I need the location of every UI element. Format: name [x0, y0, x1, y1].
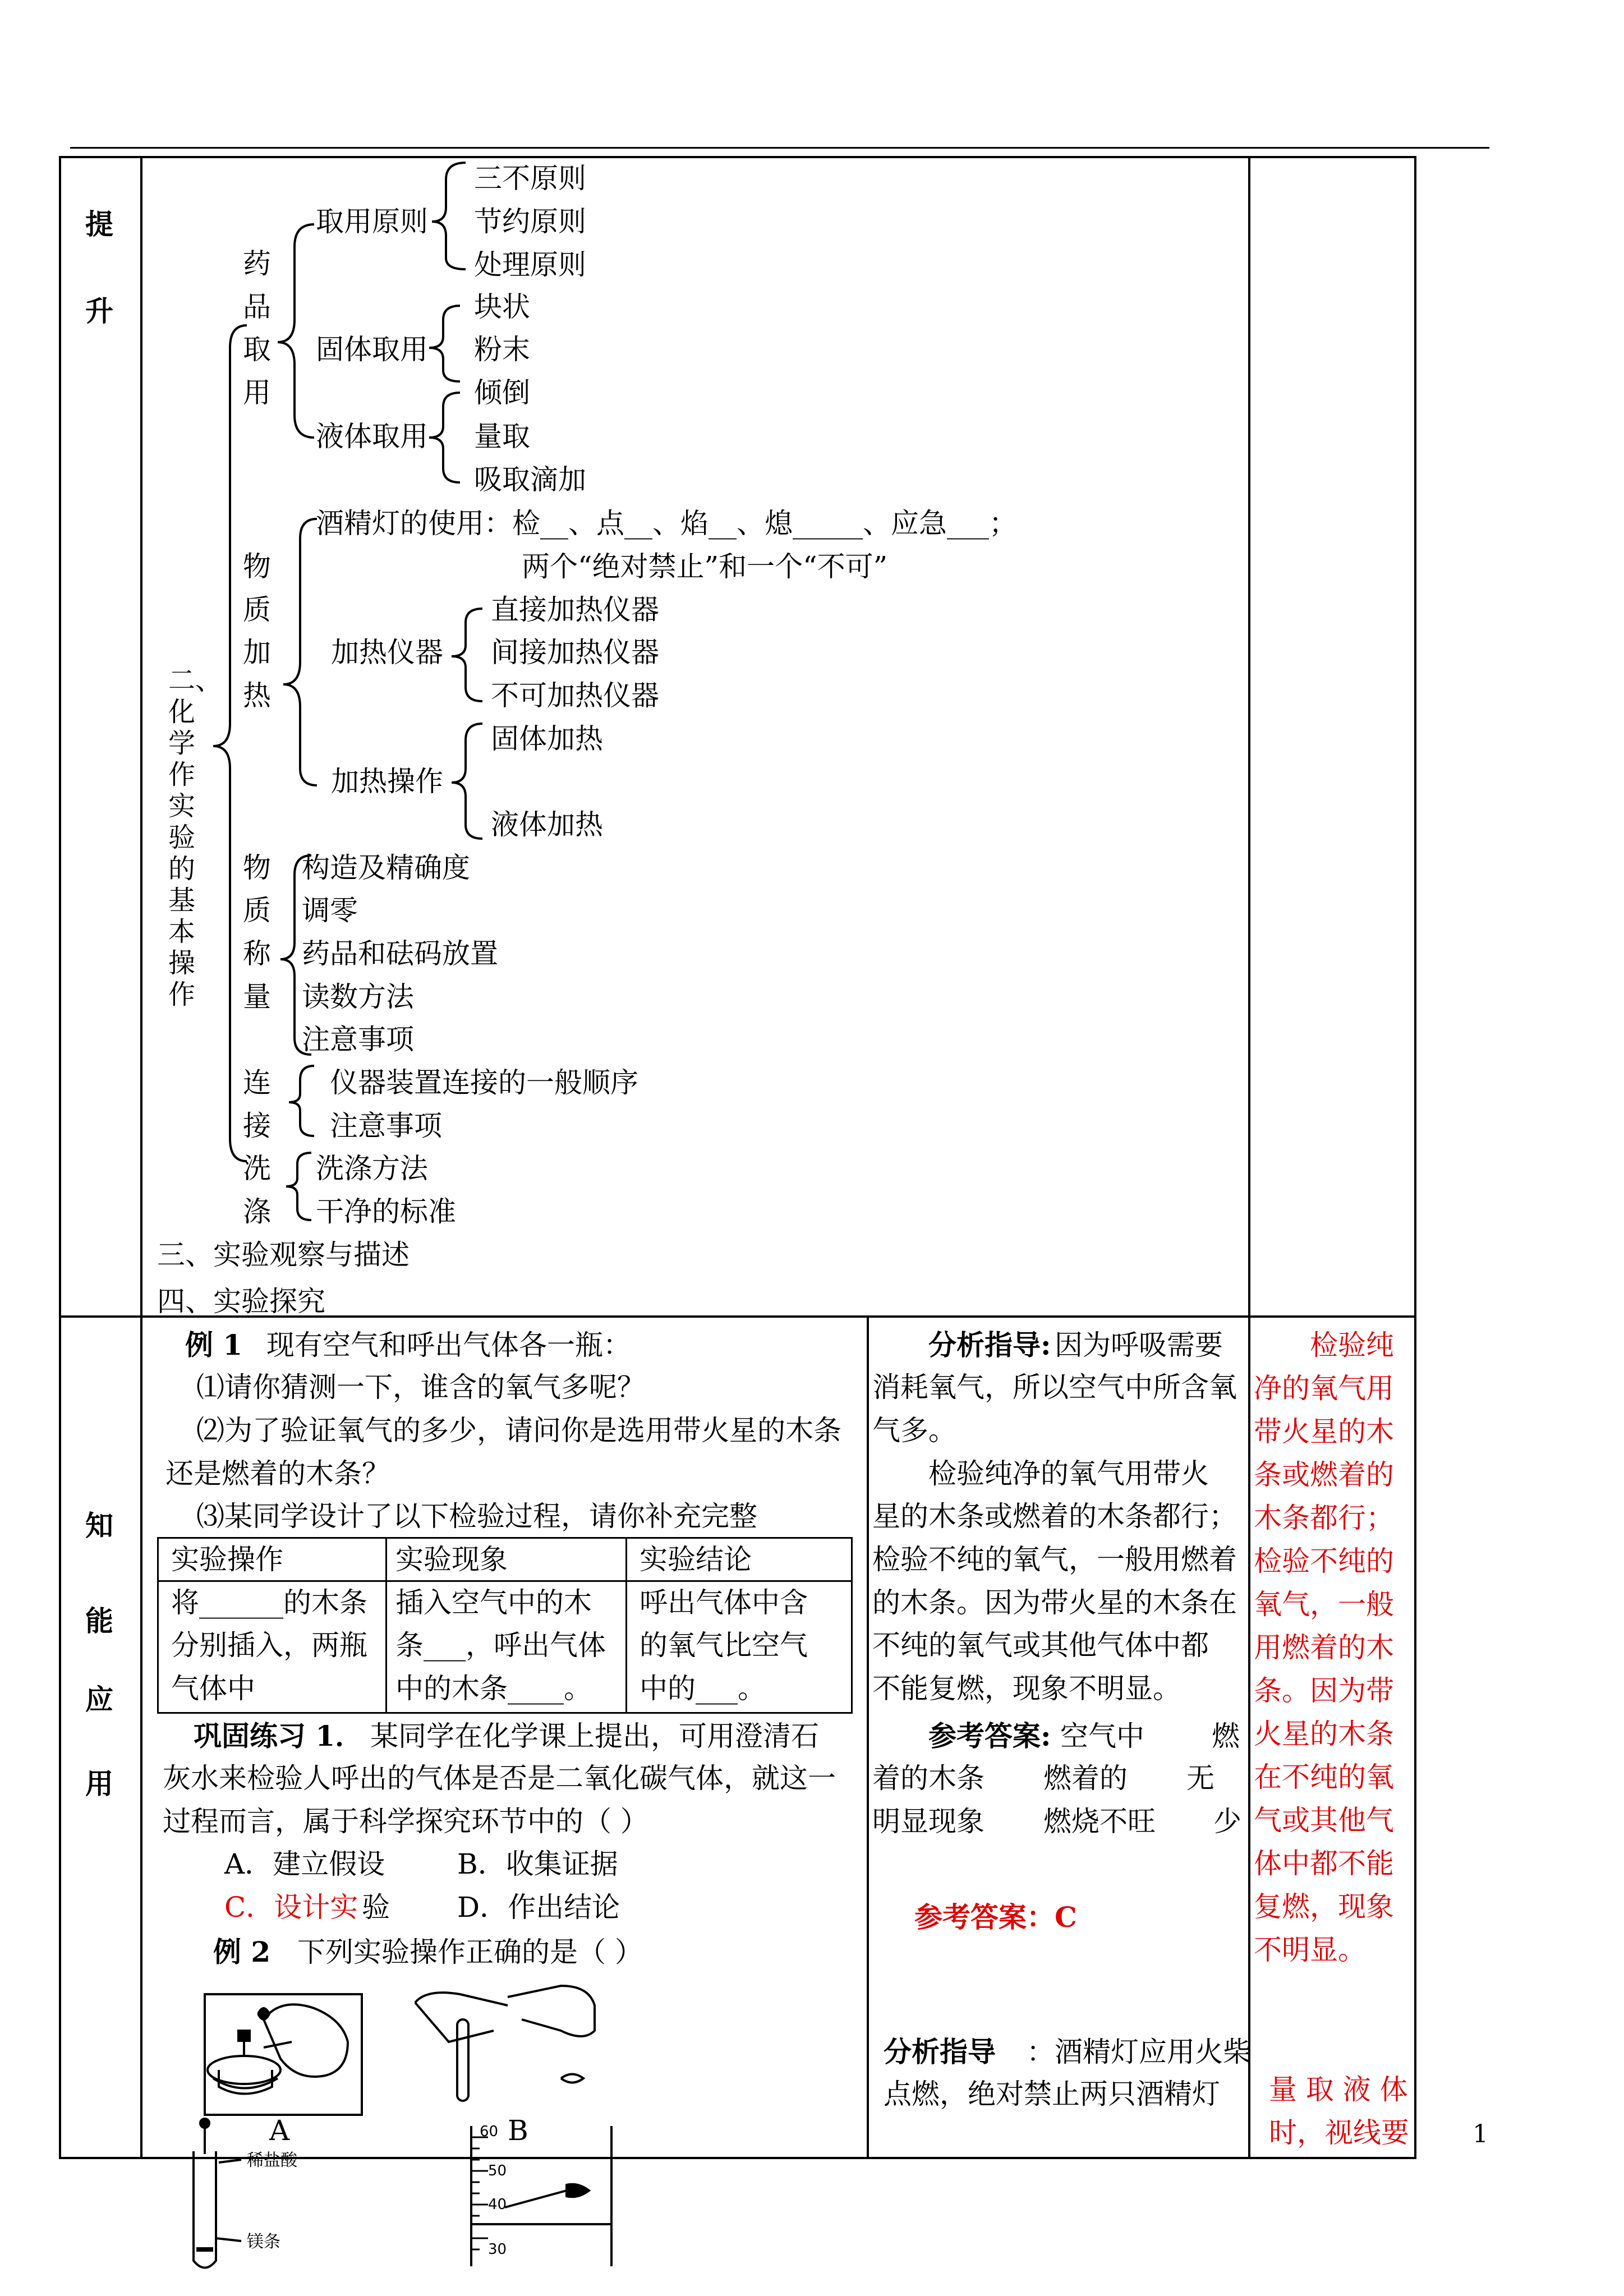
xidi-label-0: 洗: [243, 1152, 271, 1185]
table-cell-op-1: 分别插入，两瓶: [171, 1629, 367, 1662]
note-line-8: 条。因为带: [1254, 1674, 1394, 1707]
ex2-text: 下列实验操作正确的是（ ）: [297, 1936, 643, 1968]
analysis1-line-6: 的木条。因为带火星的木条在: [872, 1586, 1237, 1619]
ex1-q2b: 还是燃着的木条？: [165, 1457, 390, 1490]
ex1-head: 例 1: [185, 1328, 243, 1361]
side-label-sheng: 升: [85, 295, 113, 328]
option-b: B．收集证据: [457, 1848, 618, 1880]
note-line-0: 检验纯: [1310, 1329, 1394, 1361]
outline-root-label: 二、化学作实验的基本操作: [168, 665, 223, 1010]
note-line-10: 在不纯的氧: [1254, 1761, 1394, 1793]
yiqi-item-2: 不可加热仪器: [491, 679, 659, 712]
quyong-item-1: 节约原则: [474, 205, 586, 238]
answer1-item-3: 燃着的: [1043, 1762, 1128, 1795]
table-cell-op-2: 气体中: [171, 1672, 255, 1705]
yiqi-item-1: 间接加热仪器: [491, 636, 659, 669]
chengliang-item-4: 注意事项: [302, 1023, 414, 1056]
lianjie-item-0: 仪器装置连接的一般顺序: [330, 1066, 638, 1099]
outline-san: 三、实验观察与描述: [157, 1239, 410, 1271]
practice-line-0: 某同学在化学课上提出，可用澄清石: [370, 1720, 819, 1752]
ex1-text: 现有空气和呼出气体各一瓶：: [266, 1329, 631, 1361]
chengliang-label-3: 量: [243, 981, 271, 1013]
note-line-7: 用燃着的木: [1254, 1631, 1394, 1664]
figure-c-mg-label: 镁条: [247, 2232, 280, 2252]
jiare-label-3: 热: [243, 679, 271, 712]
practice-head: 巩固练习 1．: [194, 1719, 364, 1752]
note-line-13: 复燃，现象: [1254, 1890, 1394, 1923]
answer1-item-6: 燃烧不旺: [1043, 1805, 1156, 1838]
lianjie-label-1: 接: [243, 1110, 271, 1142]
chengliang-label-1: 质: [243, 894, 271, 927]
note-line-2: 带火星的木: [1254, 1415, 1394, 1448]
ex1-q1: ⑴请你猜测一下，谁含的氧气多呢？: [196, 1371, 645, 1404]
answer1-item-1: 燃: [1212, 1720, 1240, 1752]
ex1-q3: ⑶某同学设计了以下检验过程，请你补充完整: [196, 1500, 757, 1533]
jiare-label-1: 质: [243, 593, 271, 626]
note-line-4: 木条都行；: [1254, 1502, 1394, 1534]
yaopin-label-1: 品: [243, 291, 271, 323]
analysis2-line-0: ：酒精灯应用火柴: [1027, 2036, 1251, 2068]
figure-d-tick-60: 60: [480, 2123, 499, 2140]
jiare-label-2: 加: [243, 636, 271, 669]
answer2: 参考答案：C: [914, 1901, 1077, 1934]
analysis2-head: 分析指导: [884, 2035, 996, 2068]
caozuo-item-1: 液体加热: [491, 808, 603, 841]
lianjie-item-1: 注意事项: [330, 1110, 442, 1142]
guti-item-0: 块状: [474, 291, 530, 323]
yeti-item-1: 量取: [474, 420, 530, 453]
note-line-1: 净的氧气用: [1254, 1372, 1394, 1405]
analysis1-line-7: 不纯的氧气或其他气体中都: [872, 1629, 1209, 1662]
note-line-12: 体中都不能: [1254, 1847, 1394, 1880]
yeti-quyong: 液体取用: [316, 420, 428, 453]
note2-line-1: 时，视线要: [1269, 2116, 1409, 2149]
chengliang-item-2: 药品和砝码放置: [302, 937, 498, 970]
chengliang-label-2: 称: [243, 937, 271, 970]
figure-b-label: B: [508, 2114, 528, 2147]
table-cell-co-1: 的氧气比空气: [640, 1629, 808, 1662]
analysis1-line-2: 气多。: [872, 1414, 956, 1447]
side-label-ying: 应: [85, 1683, 113, 1716]
yaopin-label-2: 取: [243, 333, 271, 366]
lamp-prohibit-line: 两个“绝对禁止”和一个“不可”: [522, 550, 888, 583]
side-label-neng: 能: [85, 1605, 113, 1637]
table-header-operation: 实验操作: [171, 1543, 283, 1576]
figure-d-tick-30: 30: [488, 2241, 507, 2258]
analysis1-line-5: 检验不纯的氧气，一般用燃着: [872, 1543, 1237, 1576]
practice-line-1: 灰水来检验人呼出的气体是否是二氧化碳气体，就这一: [163, 1762, 836, 1795]
table-cell-ph-2: 中的木条____。: [395, 1672, 592, 1705]
answer1-head: 参考答案:: [928, 1719, 1051, 1752]
lamp-usage-line: 酒精灯的使用：检__、点__、焰__、熄_____、应急___；: [316, 507, 1017, 540]
option-d: D．作出结论: [457, 1891, 620, 1924]
figure-c-acid-label: 稀盐酸: [247, 2151, 297, 2170]
note2-line-0: 量 取 液 体: [1269, 2073, 1408, 2106]
table-cell-ph-0: 插入空气中的木: [395, 1586, 592, 1619]
figure-d-tick-50: 50: [488, 2162, 507, 2179]
lianjie-label-0: 连: [243, 1066, 271, 1099]
note-line-3: 条或燃着的: [1254, 1458, 1394, 1491]
analysis1-head: 分析指导:: [928, 1328, 1051, 1361]
note-line-9: 火星的木条: [1254, 1718, 1394, 1750]
ex2-head: 例 2: [213, 1935, 271, 1968]
chengliang-label-0: 物: [243, 852, 271, 884]
quyong-item-2: 处理原则: [474, 249, 586, 281]
yaopin-label-0: 药: [243, 247, 271, 280]
jiare-caozuo: 加热操作: [331, 765, 443, 798]
answer1-item-4: 无: [1186, 1762, 1214, 1795]
analysis1-line-4: 星的木条或燃着的木条都行；: [872, 1500, 1237, 1533]
guti-item-1: 粉末: [474, 333, 530, 366]
xidi-item-1: 干净的标准: [316, 1195, 456, 1228]
jiare-yiqi: 加热仪器: [331, 636, 443, 669]
jiare-label-0: 物: [243, 550, 271, 583]
figure-a-label: A: [269, 2114, 290, 2147]
table-cell-ph-1: 条___，呼出气体: [395, 1629, 606, 1662]
yiqi-item-0: 直接加热仪器: [491, 593, 659, 626]
figure-d-tick-40: 40: [488, 2196, 507, 2213]
option-a: A．建立假设: [224, 1848, 385, 1880]
side-label-yong: 用: [85, 1768, 113, 1800]
note-line-5: 检验不纯的: [1254, 1545, 1394, 1577]
note-line-11: 气或其他气: [1254, 1804, 1394, 1837]
xidi-label-1: 涤: [243, 1195, 271, 1228]
chengliang-item-0: 构造及精确度: [302, 852, 470, 884]
yeti-item-2: 吸取滴加: [474, 463, 586, 496]
option-c: C．设计实: [224, 1891, 358, 1924]
analysis1-line-8: 不能复燃，现象不明显。: [872, 1672, 1181, 1705]
answer1-item-5: 明显现象: [872, 1805, 984, 1838]
table-cell-co-0: 呼出气体中含: [640, 1586, 808, 1619]
side-label-zhi: 知: [85, 1510, 113, 1542]
guti-quyong: 固体取用: [316, 333, 428, 366]
table-cell-co-2: 中的___。: [640, 1672, 766, 1705]
page-number: 1: [1473, 2120, 1488, 2148]
outline-si: 四、实验探究: [157, 1285, 325, 1318]
option-c-tail: 验: [362, 1891, 390, 1924]
yeti-item-0: 倾倒: [474, 376, 530, 409]
answer1-item-0: 空气中: [1060, 1720, 1144, 1752]
note-line-14: 不明显。: [1254, 1934, 1366, 1966]
table-header-phenomenon: 实验现象: [395, 1543, 508, 1576]
chengliang-item-3: 读数方法: [302, 981, 414, 1013]
quyong-yuanze: 取用原则: [316, 205, 428, 238]
table-header-conclusion: 实验结论: [640, 1543, 752, 1576]
table-cell-op-0: 将______的木条: [171, 1586, 367, 1619]
analysis1-line-3: 检验纯净的氧气用带火: [928, 1457, 1209, 1490]
answer1-item-2: 着的木条: [872, 1762, 984, 1795]
answer1-item-7: 少: [1213, 1805, 1241, 1838]
practice-line-2: 过程而言，属于科学探究环节中的（ ）: [163, 1805, 648, 1838]
yaopin-label-3: 用: [243, 376, 271, 409]
side-label-ti: 提: [85, 208, 113, 241]
xidi-item-0: 洗涤方法: [316, 1152, 428, 1185]
analysis1-line-0: 因为呼吸需要: [1055, 1329, 1223, 1361]
note-line-6: 氧气，一般: [1254, 1588, 1394, 1621]
analysis2-line-1: 点燃，绝对禁止两只酒精灯: [884, 2078, 1220, 2110]
chengliang-item-1: 调零: [302, 894, 358, 927]
ex1-q2a: ⑵为了验证氧气的多少，请问你是选用带火星的木条: [196, 1414, 841, 1447]
analysis1-line-1: 消耗氧气，所以空气中所含氧: [872, 1371, 1237, 1404]
quyong-item-0: 三不原则: [474, 162, 586, 195]
caozuo-item-0: 固体加热: [491, 723, 603, 755]
